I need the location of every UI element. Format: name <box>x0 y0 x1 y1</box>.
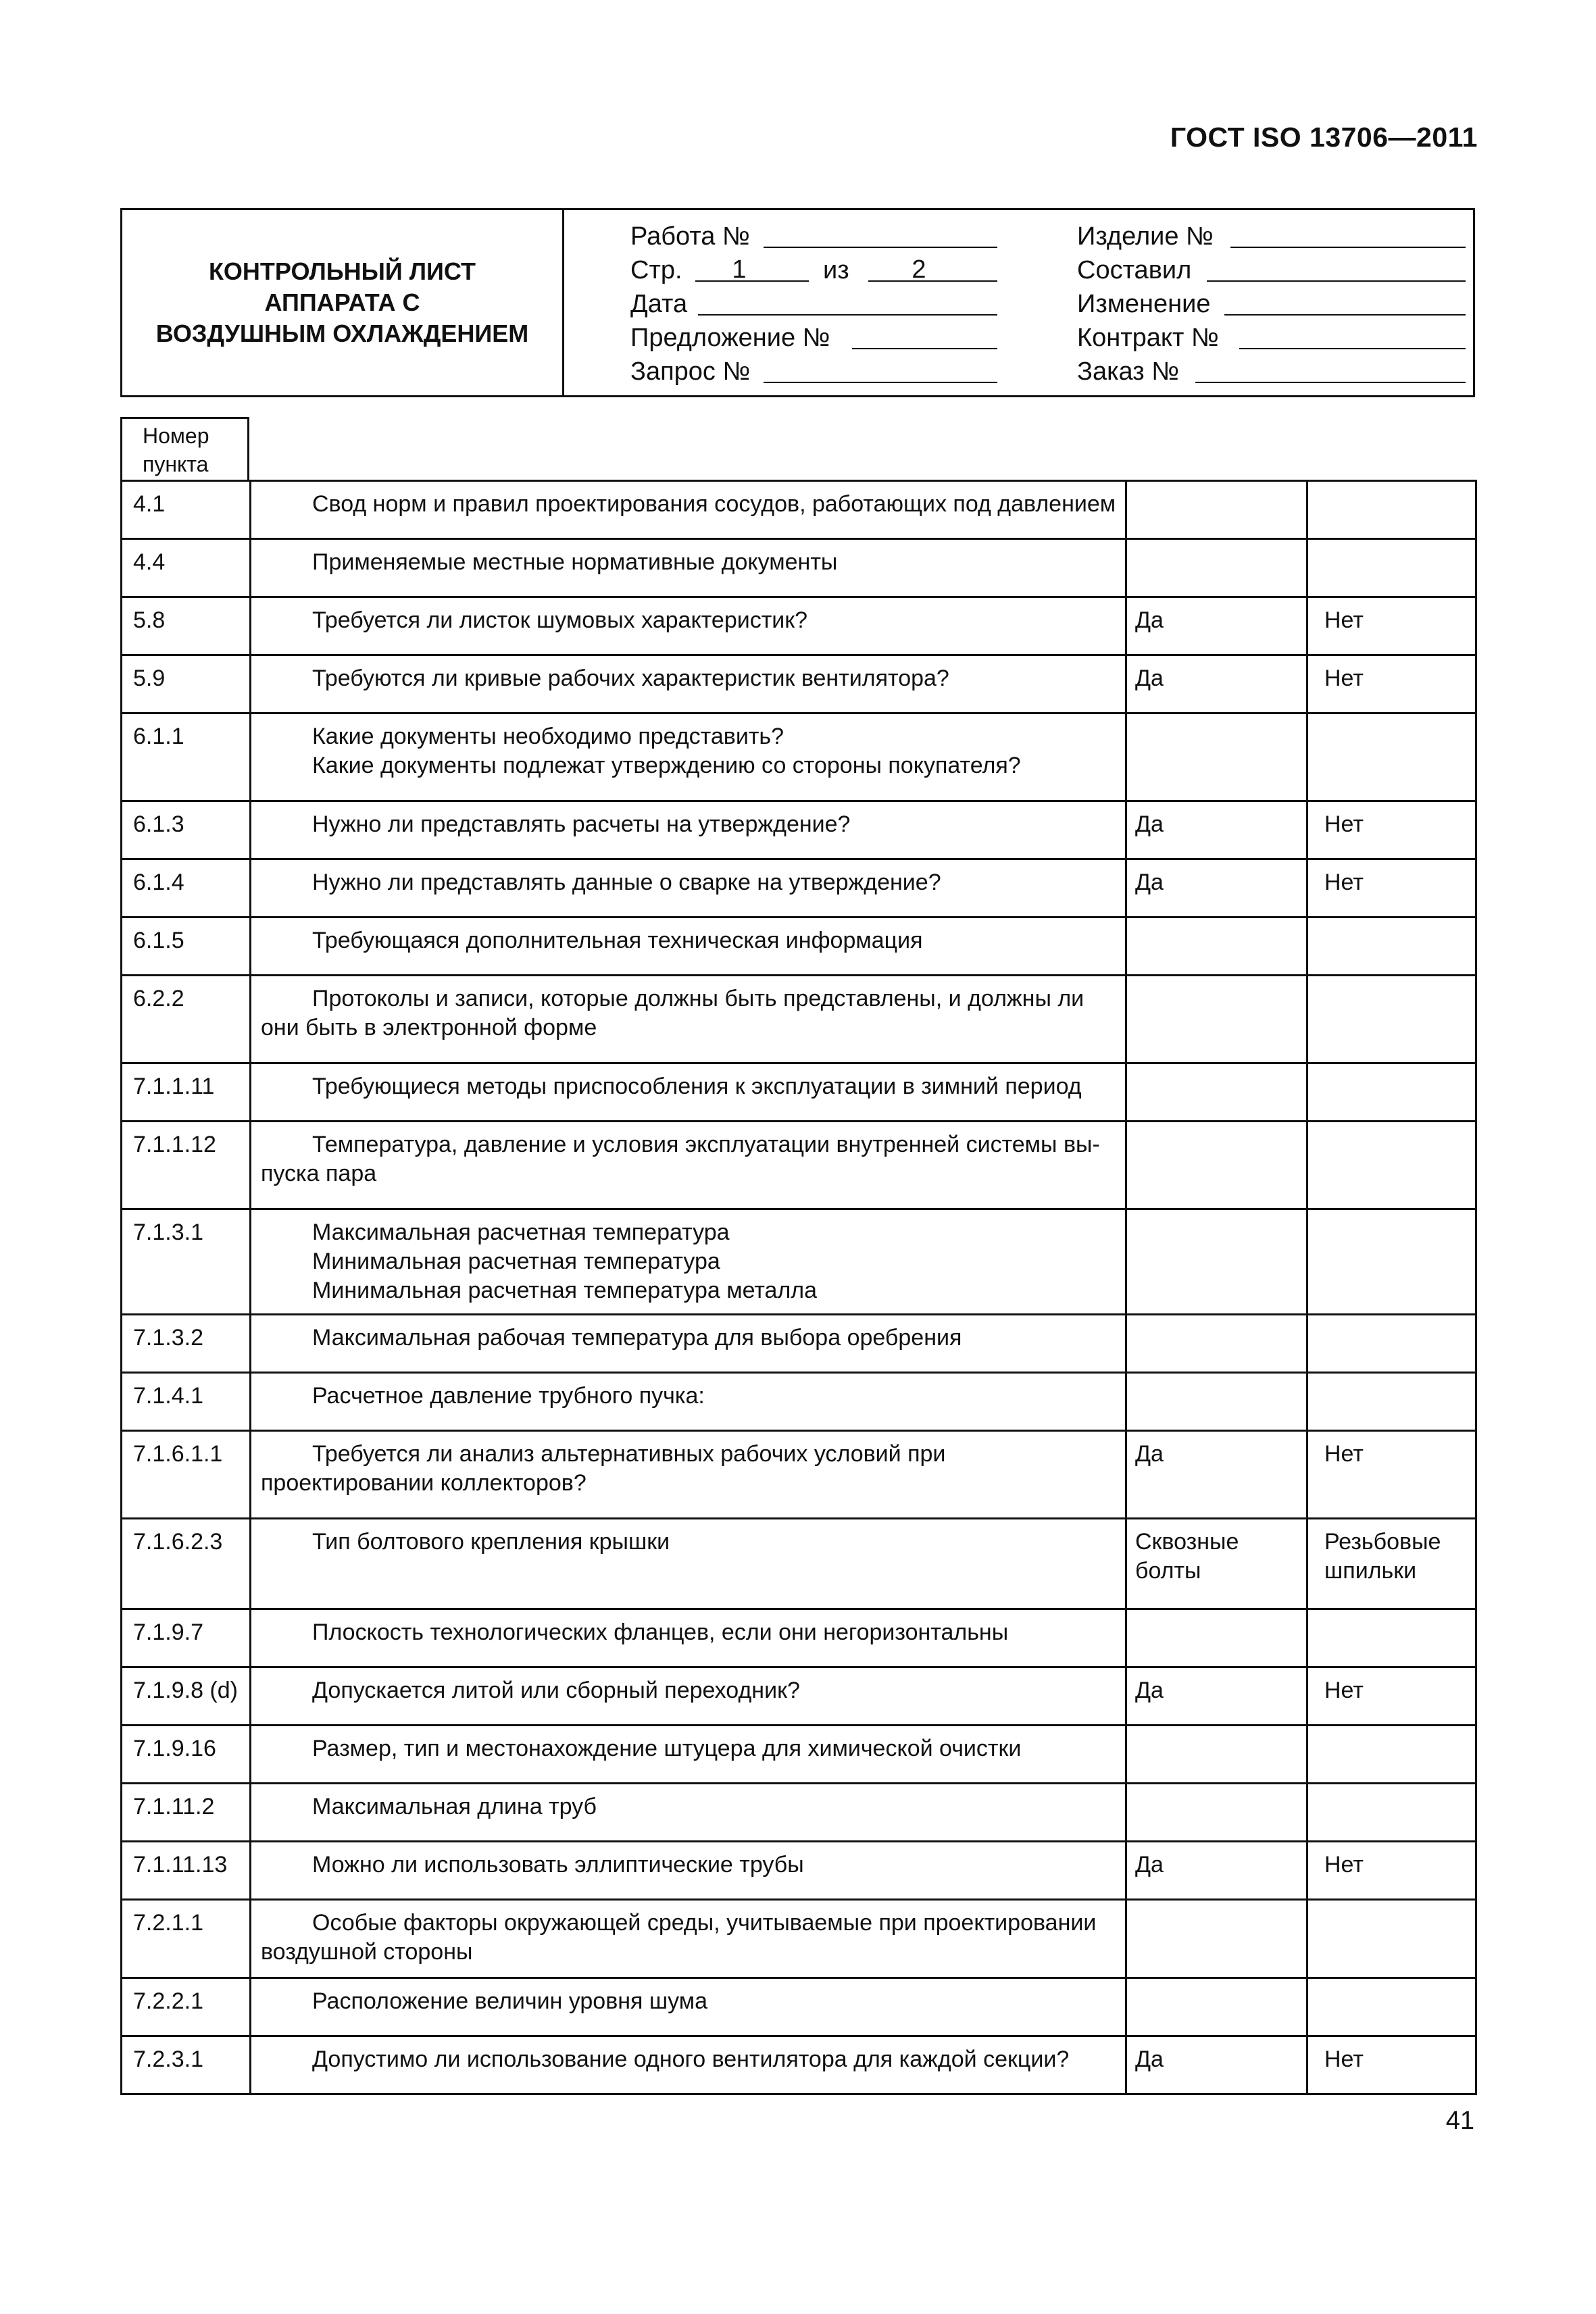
checklist-row <box>122 1900 1476 1978</box>
title-line: КОНТРОЛЬНЫЙ ЛИСТ <box>208 257 476 285</box>
item-number-cell: 6.1.5 <box>122 917 251 976</box>
item-description-cell <box>251 1209 1126 1315</box>
answer-option-no-cell[interactable]: Нет <box>1307 2036 1476 2094</box>
item-number-cell: 7.1.6.2.3 <box>122 1519 251 1609</box>
answer-option-yes-cell[interactable]: Да <box>1126 1431 1307 1519</box>
answer-option-yes-cell[interactable]: Да <box>1126 2036 1307 2094</box>
answer-option-no-cell[interactable] <box>1307 1900 1476 1978</box>
answer-option-yes-cell[interactable]: Да <box>1126 801 1307 859</box>
answer-option-no-cell[interactable] <box>1307 1063 1476 1122</box>
checklist-row <box>122 1978 1476 2036</box>
item-number-header <box>120 417 249 481</box>
inquiry-field <box>630 355 1022 388</box>
answer-option-yes-cell[interactable] <box>1126 1609 1307 1667</box>
checklist-row <box>122 976 1476 1063</box>
answer-option-no-cell[interactable] <box>1307 1726 1476 1784</box>
order-field <box>1077 355 1469 388</box>
page-field <box>630 253 1022 287</box>
page-number: 41 <box>1445 2107 1474 2135</box>
item-description-cell <box>251 801 1126 859</box>
item-description-line: Максимальная длина труб <box>312 1794 597 1819</box>
answer-option-yes-cell[interactable] <box>1126 976 1307 1063</box>
item-description-line: Требуется ли листок шумовых характеристик? <box>312 607 808 633</box>
checklist-row <box>122 801 1476 859</box>
item-description-cell <box>251 1373 1126 1431</box>
answer-option-yes-cell[interactable] <box>1126 1900 1307 1978</box>
item-description-line: Плоскость технологических фланцев, если они негоризонтальны <box>312 1619 1009 1645</box>
date-label: Дата <box>630 290 688 318</box>
answer-option-yes-cell[interactable]: Да <box>1126 597 1307 655</box>
checklist-row <box>122 1122 1476 1209</box>
answer-option-no-cell[interactable]: Нет <box>1307 597 1476 655</box>
item-description-line: Размер, тип и местонахождение штуцера для химической очистки <box>312 1736 1022 1761</box>
item-number-header-line: Номер <box>143 424 209 448</box>
page-value: 1 <box>732 255 747 284</box>
date-input[interactable] <box>698 314 997 316</box>
date-field <box>630 287 1022 321</box>
answer-option-yes-cell[interactable] <box>1126 1726 1307 1784</box>
item-description-cell <box>251 859 1126 917</box>
answer-option-no-cell[interactable] <box>1307 539 1476 597</box>
proposal-input[interactable] <box>852 348 997 349</box>
compiled-by-label: Составил <box>1077 256 1192 284</box>
checklist-row <box>122 1667 1476 1726</box>
answer-option-no-cell[interactable] <box>1307 713 1476 801</box>
item-number-cell: 7.2.1.1 <box>122 1900 251 1978</box>
answer-option-yes-cell[interactable]: Да <box>1126 1667 1307 1726</box>
answer-option-no-cell[interactable] <box>1307 1315 1476 1373</box>
page-total-value: 2 <box>912 255 926 284</box>
item-description-line: Требующиеся методы приспособления к эксплуатации в зимний период <box>312 1074 1082 1099</box>
item-description-cell <box>251 1519 1126 1609</box>
contract-field <box>1077 321 1469 355</box>
item-description-line: Расчетное давление трубного пучка: <box>312 1383 705 1409</box>
item-number-cell: 7.1.3.1 <box>122 1209 251 1315</box>
checklist-row <box>122 1431 1476 1519</box>
answer-option-yes-cell[interactable]: Да <box>1126 655 1307 713</box>
checklist-row <box>122 2036 1476 2094</box>
of-label: из <box>823 256 849 284</box>
item-number-cell: 5.8 <box>122 597 251 655</box>
checklist-row <box>122 655 1476 713</box>
item-description-cell <box>251 481 1126 539</box>
item-description-line: Какие документы подлежат утверждению со стороны покупателя? <box>312 753 1021 778</box>
item-description-line: Тип болтового крепления крышки <box>312 1529 670 1555</box>
order-input[interactable] <box>1195 382 1466 383</box>
checklist-row <box>122 1373 1476 1431</box>
item-number-cell: 7.1.9.8 (d) <box>122 1667 251 1726</box>
page-label: Стр. <box>630 256 682 284</box>
item-number-cell: 7.1.3.2 <box>122 1315 251 1373</box>
checklist-row <box>122 539 1476 597</box>
answer-option-no-cell[interactable] <box>1307 1978 1476 2036</box>
item-description-cell <box>251 713 1126 801</box>
answer-option-yes-cell[interactable] <box>1126 539 1307 597</box>
item-number-cell: 6.1.1 <box>122 713 251 801</box>
answer-option-no-cell[interactable] <box>1307 917 1476 976</box>
answer-option-yes-cell[interactable] <box>1126 1373 1307 1431</box>
item-number-cell: 6.1.3 <box>122 801 251 859</box>
answer-option-yes-cell[interactable] <box>1126 1978 1307 2036</box>
item-description-cell <box>251 1842 1126 1900</box>
checklist-row <box>122 1209 1476 1315</box>
answer-option-yes-cell[interactable] <box>1126 1209 1307 1315</box>
item-field <box>1077 220 1469 253</box>
checklist-row <box>122 1315 1476 1373</box>
answer-option-no-cell[interactable] <box>1307 1122 1476 1209</box>
answer-option-no-cell[interactable]: Нет <box>1307 1667 1476 1726</box>
item-description-cell <box>251 655 1126 713</box>
item-number-cell: 7.2.3.1 <box>122 2036 251 2094</box>
item-description-cell <box>251 1063 1126 1122</box>
item-description-line: Можно ли использовать эллиптические трубы <box>312 1852 804 1878</box>
answer-option-yes-cell[interactable] <box>1126 481 1307 539</box>
checklist-row <box>122 1726 1476 1784</box>
answer-option-yes-cell[interactable] <box>1126 1063 1307 1122</box>
answer-option-yes-cell[interactable]: Да <box>1126 859 1307 917</box>
item-description-line: Нужно ли представлять данные о сварке на утверждение? <box>312 870 941 895</box>
answer-option-yes-cell[interactable]: Сквозные болты <box>1126 1519 1307 1609</box>
job-number-input[interactable] <box>764 247 997 248</box>
inquiry-label: Запрос № <box>630 357 751 386</box>
item-number-cell: 5.9 <box>122 655 251 713</box>
revision-field <box>1077 287 1469 321</box>
answer-option-no-cell[interactable]: Нет <box>1307 655 1476 713</box>
compiled-by-input[interactable] <box>1207 280 1466 282</box>
item-description-cell <box>251 1726 1126 1784</box>
item-label: Изделие № <box>1077 222 1214 251</box>
item-description-cell <box>251 1667 1126 1726</box>
title-line: ВОЗДУШНЫМ ОХЛАЖДЕНИЕМ <box>155 320 529 347</box>
item-description-cell <box>251 597 1126 655</box>
answer-option-no-cell[interactable]: Резьбовые шпильки <box>1307 1519 1476 1609</box>
item-number-cell: 7.1.6.1.1 <box>122 1431 251 1519</box>
answer-option-yes-cell[interactable] <box>1126 1315 1307 1373</box>
answer-option-yes-cell[interactable] <box>1126 1122 1307 1209</box>
item-description-cell <box>251 917 1126 976</box>
item-description-line: Требуется ли анализ альтернативных рабочих условий при проектировании коллекторов? <box>261 1441 946 1496</box>
checklist-title <box>122 210 564 395</box>
item-description-cell <box>251 976 1126 1063</box>
proposal-label: Предложение № <box>630 324 830 352</box>
checklist-row <box>122 597 1476 655</box>
answer-option-no-cell[interactable] <box>1307 1784 1476 1842</box>
answer-option-no-cell[interactable]: Нет <box>1307 1842 1476 1900</box>
item-description-cell <box>251 1784 1126 1842</box>
inquiry-input[interactable] <box>764 382 997 383</box>
checklist-row <box>122 1609 1476 1667</box>
checklist-table <box>120 480 1477 2095</box>
item-number-cell: 4.1 <box>122 481 251 539</box>
compiled-by-field <box>1077 253 1469 287</box>
answer-option-no-cell[interactable]: Нет <box>1307 1431 1476 1519</box>
contract-label: Контракт № <box>1077 324 1219 352</box>
checklist-row <box>122 1784 1476 1842</box>
answer-option-yes-cell[interactable] <box>1126 713 1307 801</box>
item-description-line: Максимальная рабочая температура для выбора оребрения <box>312 1325 962 1351</box>
item-description-cell <box>251 1315 1126 1373</box>
title-line: АППАРАТА С <box>264 288 420 316</box>
item-number-cell: 6.2.2 <box>122 976 251 1063</box>
job-number-field <box>630 220 1022 253</box>
item-description-line: Температура, давление и условия эксплуатации внутренней системы вы-пуска пара <box>261 1132 1100 1186</box>
answer-option-no-cell[interactable] <box>1307 1373 1476 1431</box>
item-number-cell: 7.1.11.2 <box>122 1784 251 1842</box>
item-description-cell <box>251 1431 1126 1519</box>
item-number-cell: 7.1.9.7 <box>122 1609 251 1667</box>
item-description-line: Минимальная расчетная температура металла <box>312 1278 818 1303</box>
item-description-line: Расположение величин уровня шума <box>312 1988 708 2014</box>
item-number-cell: 7.1.4.1 <box>122 1373 251 1431</box>
answer-option-no-cell[interactable] <box>1307 1209 1476 1315</box>
document-code: ГОСТ ISO 13706—2011 <box>1170 122 1478 153</box>
order-label: Заказ № <box>1077 357 1179 386</box>
checklist-row <box>122 481 1476 539</box>
item-description-line: Применяемые местные нормативные документы <box>312 549 838 575</box>
item-description-line: Требующаяся дополнительная техническая информация <box>312 928 923 953</box>
job-number-label: Работа № <box>630 222 750 251</box>
item-description-line: Минимальная расчетная температура <box>312 1249 720 1274</box>
item-description-line: Протоколы и записи, которые должны быть представлены, и должны ли они быть в электронной форме <box>261 986 1084 1040</box>
item-description-cell <box>251 1900 1126 1978</box>
item-description-line: Допустимо ли использование одного вентилятора для каждой секции? <box>312 2046 1070 2072</box>
item-description-line: Допускается литой или сборный переходник? <box>312 1678 800 1703</box>
answer-option-yes-cell[interactable] <box>1126 917 1307 976</box>
item-number-cell: 7.1.1.11 <box>122 1063 251 1122</box>
item-description-cell <box>251 1609 1126 1667</box>
answer-option-no-cell[interactable] <box>1307 976 1476 1063</box>
checklist-row <box>122 859 1476 917</box>
item-number-cell: 6.1.4 <box>122 859 251 917</box>
checklist-row <box>122 1842 1476 1900</box>
item-number-cell: 7.2.2.1 <box>122 1978 251 2036</box>
revision-label: Изменение <box>1077 290 1211 318</box>
item-description-cell <box>251 539 1126 597</box>
checklist-row <box>122 917 1476 976</box>
item-description-cell <box>251 2036 1126 2094</box>
answer-option-yes-cell[interactable]: Да <box>1126 1842 1307 1900</box>
revision-input[interactable] <box>1224 314 1466 316</box>
proposal-field <box>630 321 1022 355</box>
contract-input[interactable] <box>1239 348 1466 349</box>
item-description-line: Максимальная расчетная температура <box>312 1219 730 1245</box>
checklist-row <box>122 1063 1476 1122</box>
item-input[interactable] <box>1230 247 1466 248</box>
answer-option-yes-cell[interactable] <box>1126 1784 1307 1842</box>
item-number-cell: 4.4 <box>122 539 251 597</box>
answer-option-no-cell[interactable]: Нет <box>1307 859 1476 917</box>
item-description-line: Какие документы необходимо представить? <box>312 724 784 749</box>
item-number-cell: 7.1.1.12 <box>122 1122 251 1209</box>
item-description-cell <box>251 1978 1126 2036</box>
item-number-header-line: пункта <box>143 452 209 476</box>
item-description-line: Свод норм и правил проектирования сосудов, работающих под давлением <box>312 491 1116 517</box>
item-number-cell: 7.1.11.13 <box>122 1842 251 1900</box>
answer-option-no-cell[interactable]: Нет <box>1307 801 1476 859</box>
checklist-row <box>122 713 1476 801</box>
checklist-header <box>120 208 1475 397</box>
item-number-cell: 7.1.9.16 <box>122 1726 251 1784</box>
item-description-cell <box>251 1122 1126 1209</box>
checklist-row <box>122 1519 1476 1609</box>
answer-option-no-cell[interactable] <box>1307 1609 1476 1667</box>
item-description-line: Особые факторы окружающей среды, учитываемые при проектировании воздушной стороны <box>261 1910 1097 1965</box>
item-description-line: Нужно ли представлять расчеты на утверждение? <box>312 811 851 837</box>
item-description-line: Требуются ли кривые рабочих характеристик вентилятора? <box>312 665 949 691</box>
answer-option-no-cell[interactable] <box>1307 481 1476 539</box>
